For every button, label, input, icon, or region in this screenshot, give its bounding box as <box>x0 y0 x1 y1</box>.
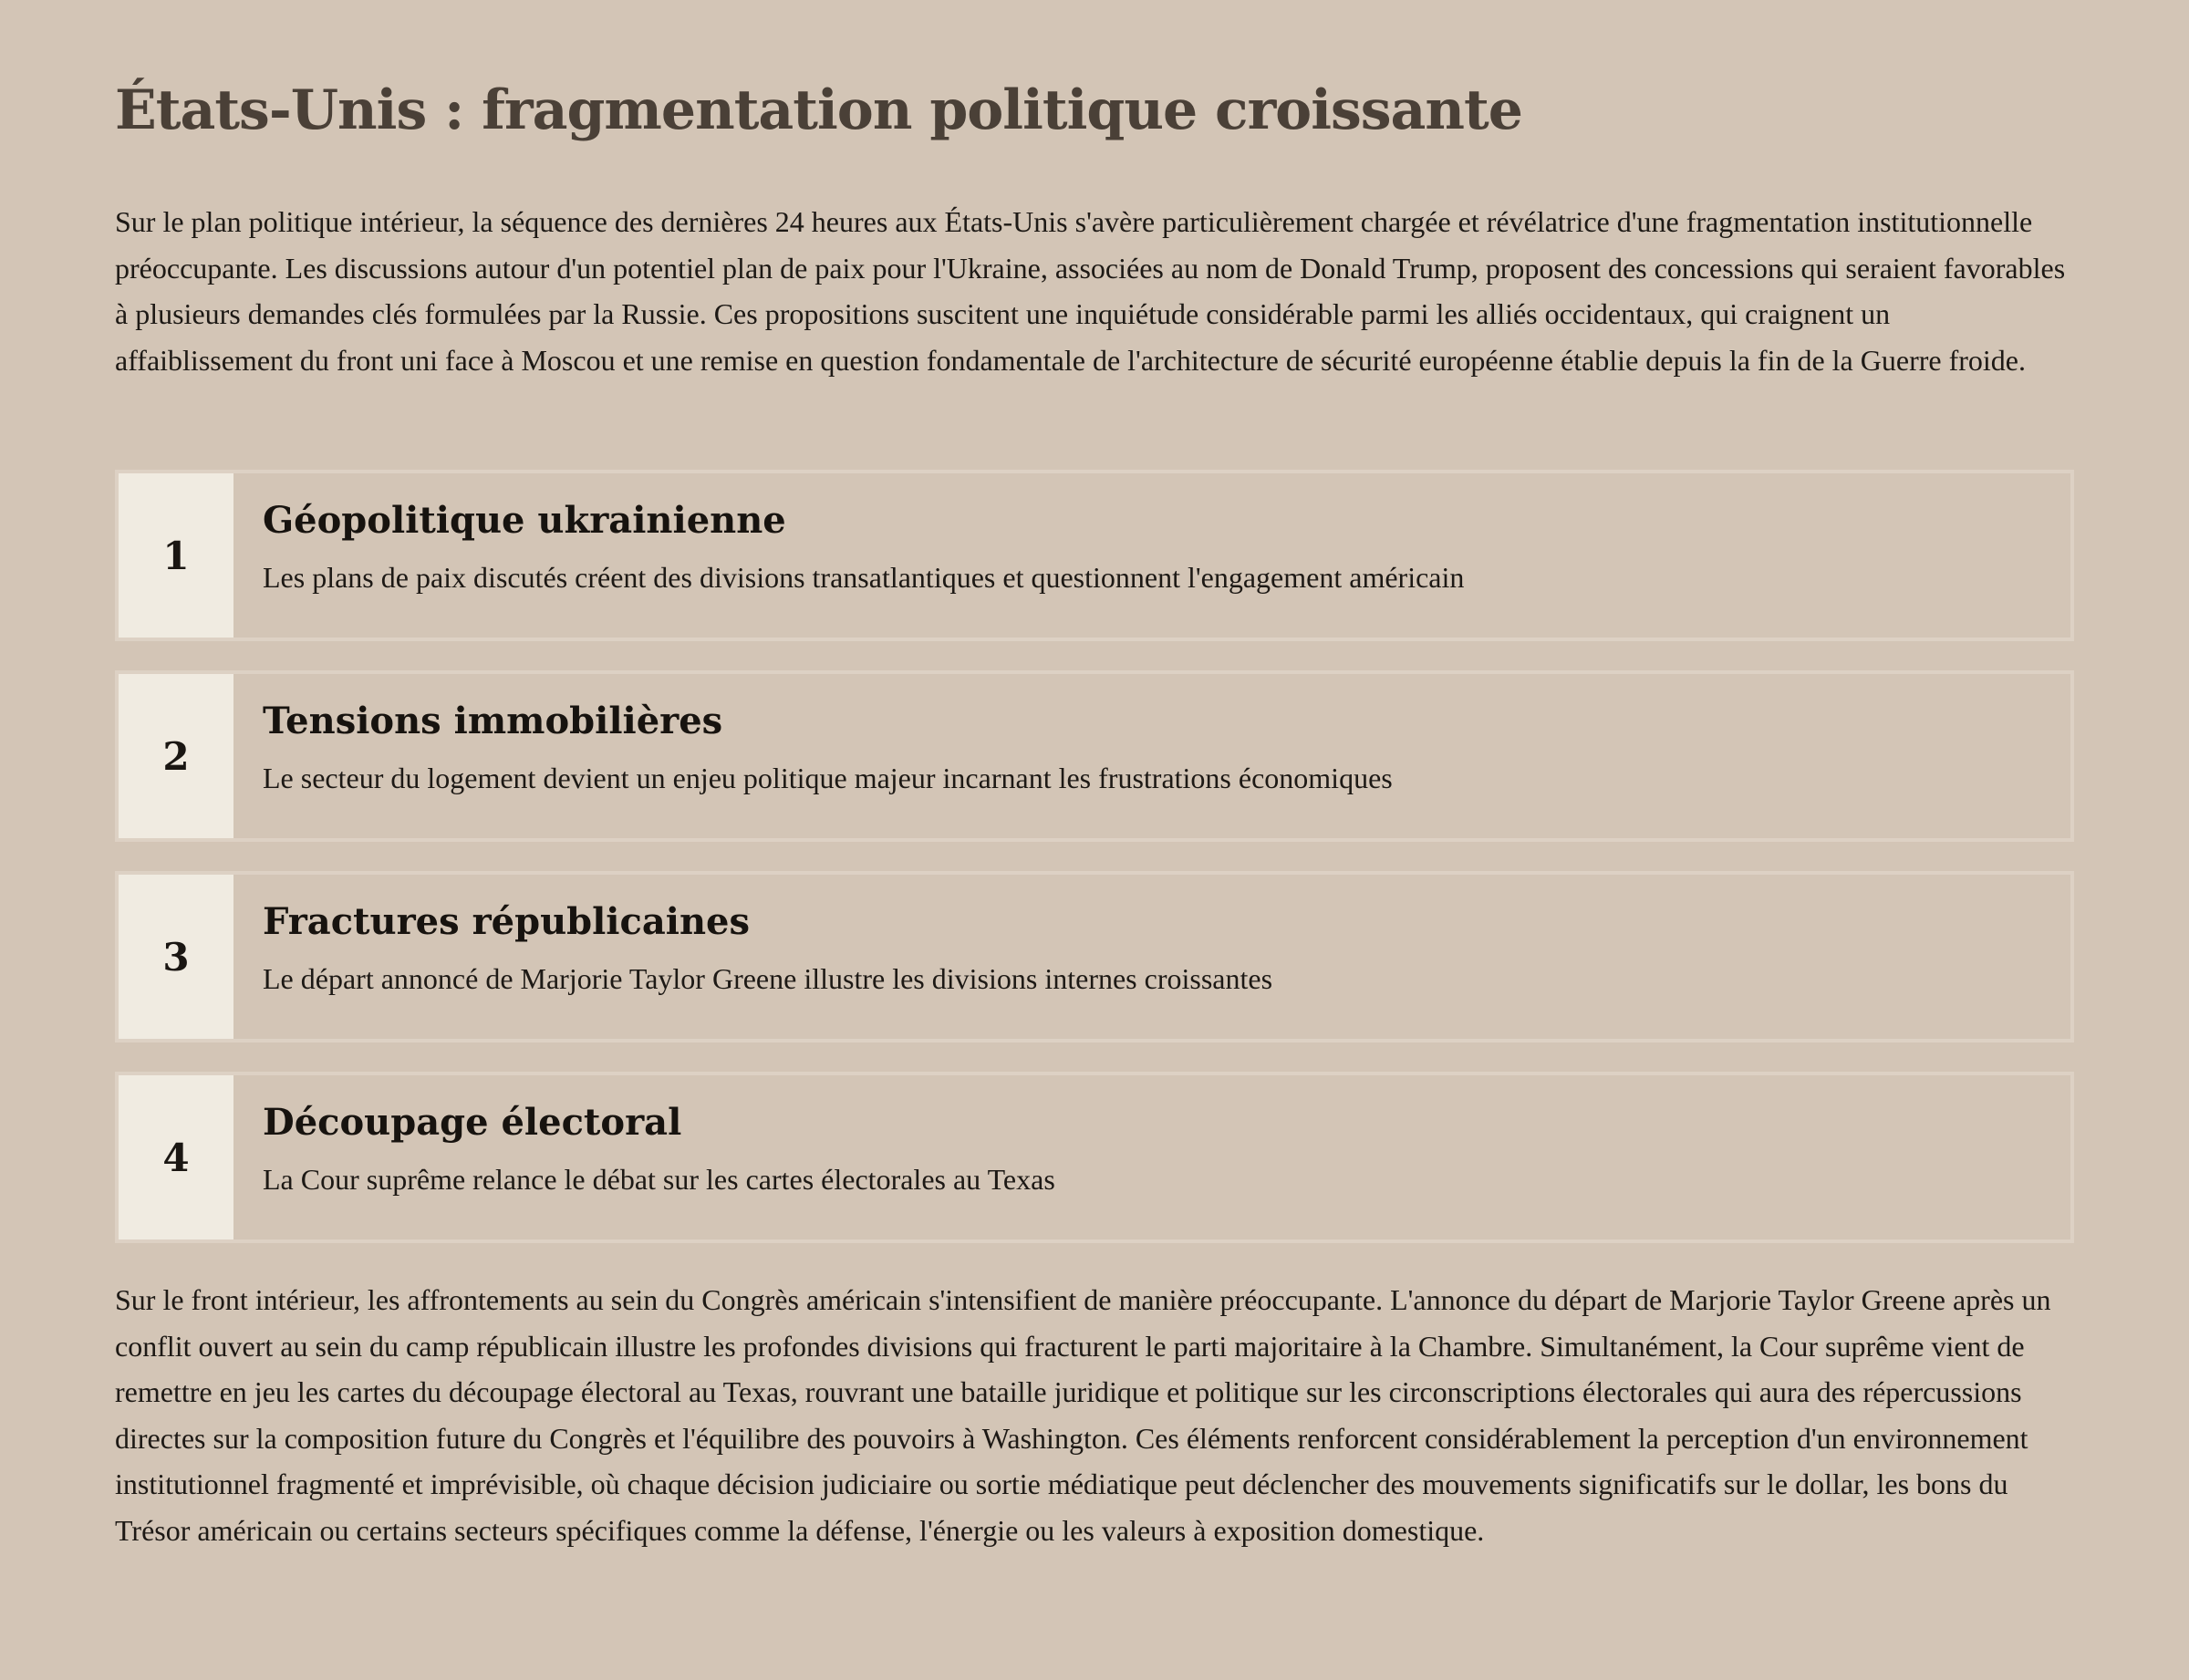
key-point-description: Le départ annoncé de Marjorie Taylor Greene illustre les divisions internes croissantes <box>263 962 1273 995</box>
intro-paragraph: Sur le plan politique intérieur, la séquence des dernières 24 heures aux États-Unis s'avère particulièrement chargée et révélatrice d'une fragmentation institutionnelle préoccupante. Les discussions autour d'un potentiel plan de paix pour l'Ukraine, associées au nom de Donald Trump, proposent des concessions qui seraient favorables à plusieurs demandes clés formulées par la Russie. Ces propositions suscitent une inquiétude considérable parmi les alliés occidentaux, qui craignent un affaiblissement du front uni face à Moscou et une remise en question fondamentale de l'architecture de sécurité européenne établie depuis la fin de la Guerre froide. <box>115 205 2066 377</box>
key-point-number: 2 <box>119 674 233 838</box>
key-point-description: Le secteur du logement devient un enjeu politique majeur incarnant les frustrations économiques <box>263 762 1393 794</box>
key-point-title: Fractures républicaines <box>263 900 751 943</box>
page-title: États-Unis : fragmentation politique croissante <box>115 78 1522 142</box>
key-point-description: La Cour suprême relance le débat sur les cartes électorales au Texas <box>263 1163 1055 1196</box>
key-point-title: Tensions immobilières <box>263 700 723 742</box>
key-point-body <box>233 674 1393 838</box>
key-point-1 <box>115 470 2074 641</box>
key-point-number: 3 <box>119 875 233 1039</box>
key-point-title: Découpage électoral <box>263 1101 682 1144</box>
key-point-body <box>233 875 1272 1039</box>
key-point-3 <box>115 871 2074 1042</box>
key-point-body <box>233 1075 1055 1239</box>
outro-paragraph: Sur le front intérieur, les affrontements au sein du Congrès américain s'intensifient de manière préoccupante. L'annonce du départ de Marjorie Taylor Greene après un conflit ouvert au sein du camp républicain illustre les profondes divisions qui fracturent le parti majoritaire à la Chambre. Simultanément, la Cour suprême vient de remettre en jeu les cartes du découpage électoral au Texas, rouvrant une bataille juridique et politique sur les circonscriptions électorales qui aura des répercussions directes sur la composition future du Congrès et l'équilibre des pouvoirs à Washington. Ces éléments renforcent considérablement la perception d'un environnement institutionnel fragmenté et imprévisible, où chaque décision judiciaire ou sortie médiatique peut déclencher des mouvements significatifs sur le dollar, les bons du Trésor américain ou certains secteurs spécifiques comme la défense, l'énergie ou les valeurs à exposition domestique. <box>115 1283 2051 1547</box>
key-point-number: 4 <box>119 1075 233 1239</box>
key-point-description: Les plans de paix discutés créent des divisions transatlantiques et questionnent l'engagement américain <box>263 561 1465 594</box>
key-point-2 <box>115 670 2074 842</box>
key-point-body <box>233 473 1464 638</box>
key-point-number: 1 <box>119 473 233 638</box>
key-point-4 <box>115 1072 2074 1243</box>
key-points-list <box>115 470 2074 1272</box>
key-point-title: Géopolitique ukrainienne <box>263 499 786 542</box>
